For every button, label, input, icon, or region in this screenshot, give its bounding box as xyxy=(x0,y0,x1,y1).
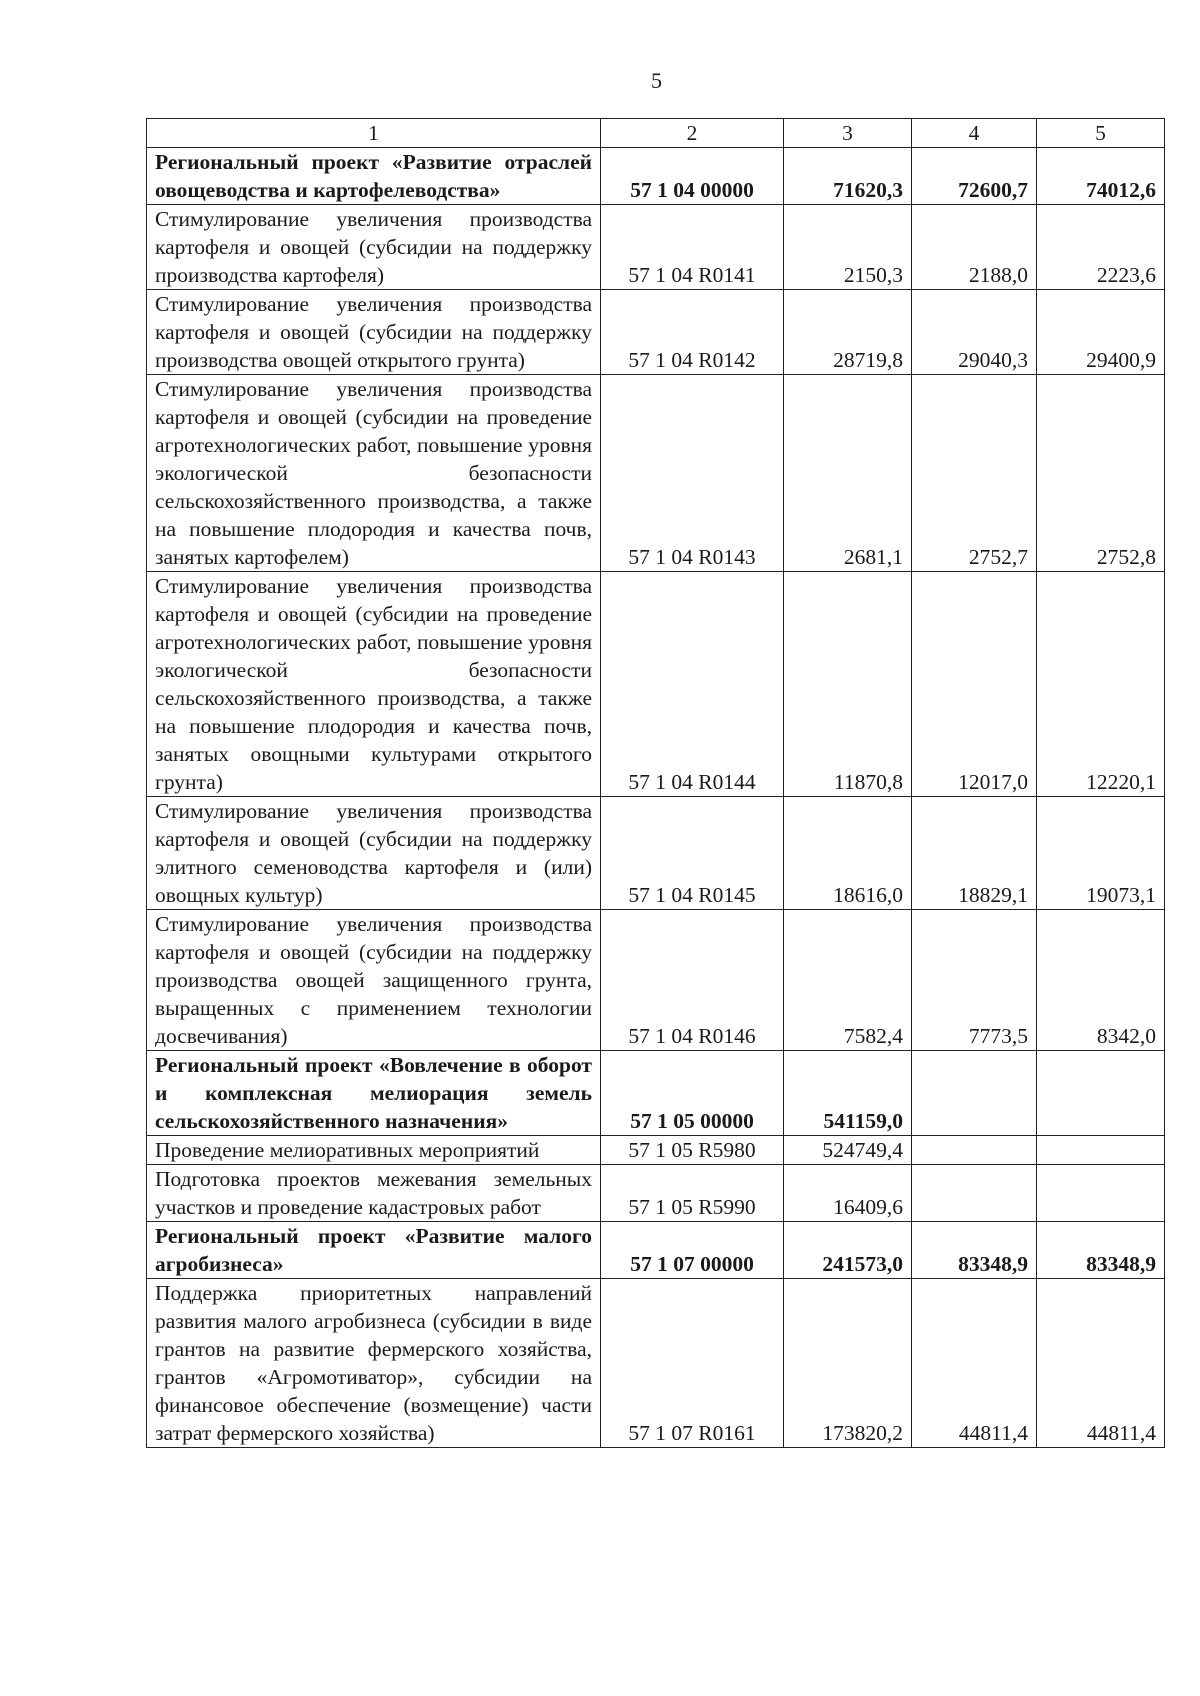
row-value-col-3: 28719,8 xyxy=(784,290,912,375)
row-value-col-5 xyxy=(1037,1165,1165,1222)
row-value-col-4 xyxy=(912,1051,1037,1136)
row-value-col-3: 2150,3 xyxy=(784,205,912,290)
row-value-col-3: 71620,3 xyxy=(784,148,912,205)
header-col-2: 2 xyxy=(601,119,784,148)
row-value-col-4 xyxy=(912,1136,1037,1165)
row-value-col-4: 83348,9 xyxy=(912,1222,1037,1279)
row-value-col-3: 541159,0 xyxy=(784,1051,912,1136)
table-row xyxy=(147,1222,1165,1279)
row-value-col-5: 29400,9 xyxy=(1037,290,1165,375)
table-row xyxy=(147,797,1165,910)
page-number: 5 xyxy=(651,68,662,93)
row-code: 57 1 04 00000 xyxy=(601,148,784,205)
table-row xyxy=(147,910,1165,1051)
row-code: 57 1 05 R5980 xyxy=(601,1136,784,1165)
row-name: Подготовка проектов межевания земельных участков и проведение кадастровых работ xyxy=(147,1165,601,1222)
row-code: 57 1 04 R0143 xyxy=(601,375,784,572)
row-code: 57 1 07 R0161 xyxy=(601,1279,784,1448)
row-name: Стимулирование увеличения производства картофеля и овощей (субсидии на поддержку производства овощей защищенного грунта, выращенных с применением технологии досвечивания) xyxy=(147,910,601,1051)
row-value-col-3: 241573,0 xyxy=(784,1222,912,1279)
row-value-col-4: 29040,3 xyxy=(912,290,1037,375)
row-value-col-3: 11870,8 xyxy=(784,572,912,797)
row-value-col-5: 2752,8 xyxy=(1037,375,1165,572)
row-code: 57 1 05 R5990 xyxy=(601,1165,784,1222)
row-value-col-5: 74012,6 xyxy=(1037,148,1165,205)
row-value-col-3: 2681,1 xyxy=(784,375,912,572)
row-name: Проведение мелиоративных мероприятий xyxy=(147,1136,601,1165)
row-value-col-4: 18829,1 xyxy=(912,797,1037,910)
table-row xyxy=(147,1279,1165,1448)
row-value-col-5: 12220,1 xyxy=(1037,572,1165,797)
row-value-col-3: 173820,2 xyxy=(784,1279,912,1448)
row-value-col-3: 18616,0 xyxy=(784,797,912,910)
table-row xyxy=(147,205,1165,290)
header-col-5: 5 xyxy=(1037,119,1165,148)
row-code: 57 1 04 R0146 xyxy=(601,910,784,1051)
header-col-3: 3 xyxy=(784,119,912,148)
table-row xyxy=(147,1136,1165,1165)
table-header xyxy=(147,119,1165,148)
row-code: 57 1 04 R0142 xyxy=(601,290,784,375)
row-value-col-3: 16409,6 xyxy=(784,1165,912,1222)
row-name: Региональный проект «Вовлечение в оборот и комплексная мелиорация земель сельскохозяйственного назначения» xyxy=(147,1051,601,1136)
row-name: Поддержка приоритетных направлений развития малого агробизнеса (субсидии в виде грантов на развитие фермерского хозяйства, грантов «Агромотиватор», субсидии на финансовое обеспечение (возмещение) части затрат фермерского хозяйства) xyxy=(147,1279,601,1448)
row-value-col-4 xyxy=(912,1165,1037,1222)
row-code: 57 1 04 R0144 xyxy=(601,572,784,797)
budget-table xyxy=(146,118,1165,1448)
row-code: 57 1 05 00000 xyxy=(601,1051,784,1136)
row-code: 57 1 04 R0145 xyxy=(601,797,784,910)
row-value-col-4: 12017,0 xyxy=(912,572,1037,797)
table-row xyxy=(147,375,1165,572)
row-value-col-5: 83348,9 xyxy=(1037,1222,1165,1279)
row-value-col-5 xyxy=(1037,1136,1165,1165)
row-name: Стимулирование увеличения производства картофеля и овощей (субсидии на проведение агротехнологических работ, повышение уровня экологической безопасности сельскохозяйственного производства, а также на повышение плодородия и качества почв, занятых картофелем) xyxy=(147,375,601,572)
row-code: 57 1 04 R0141 xyxy=(601,205,784,290)
row-name: Региональный проект «Развитие отраслей овощеводства и картофелеводства» xyxy=(147,148,601,205)
table-row xyxy=(147,572,1165,797)
row-name: Стимулирование увеличения производства картофеля и овощей (субсидии на поддержку производства овощей открытого грунта) xyxy=(147,290,601,375)
table-row xyxy=(147,1051,1165,1136)
row-value-col-4: 44811,4 xyxy=(912,1279,1037,1448)
row-name: Стимулирование увеличения производства картофеля и овощей (субсидии на поддержку элитного семеноводства картофеля и (или) овощных культур) xyxy=(147,797,601,910)
table-row xyxy=(147,1165,1165,1222)
header-row xyxy=(147,119,1165,148)
header-col-1: 1 xyxy=(147,119,601,148)
row-value-col-5: 8342,0 xyxy=(1037,910,1165,1051)
row-name: Региональный проект «Развитие малого агробизнеса» xyxy=(147,1222,601,1279)
row-code: 57 1 07 00000 xyxy=(601,1222,784,1279)
row-value-col-3: 524749,4 xyxy=(784,1136,912,1165)
row-name: Стимулирование увеличения производства картофеля и овощей (субсидии на проведение агротехнологических работ, повышение уровня экологической безопасности сельскохозяйственного производства, а также на повышение плодородия и качества почв, занятых овощными культурами открытого грунта) xyxy=(147,572,601,797)
header-col-4: 4 xyxy=(912,119,1037,148)
row-value-col-4: 72600,7 xyxy=(912,148,1037,205)
row-value-col-5 xyxy=(1037,1051,1165,1136)
row-value-col-4: 2752,7 xyxy=(912,375,1037,572)
row-value-col-5: 19073,1 xyxy=(1037,797,1165,910)
row-value-col-5: 2223,6 xyxy=(1037,205,1165,290)
row-value-col-4: 2188,0 xyxy=(912,205,1037,290)
row-value-col-4: 7773,5 xyxy=(912,910,1037,1051)
table-row xyxy=(147,290,1165,375)
row-value-col-5: 44811,4 xyxy=(1037,1279,1165,1448)
row-value-col-3: 7582,4 xyxy=(784,910,912,1051)
row-name: Стимулирование увеличения производства картофеля и овощей (субсидии на поддержку производства картофеля) xyxy=(147,205,601,290)
table-row xyxy=(147,148,1165,205)
table-body xyxy=(147,148,1165,1448)
